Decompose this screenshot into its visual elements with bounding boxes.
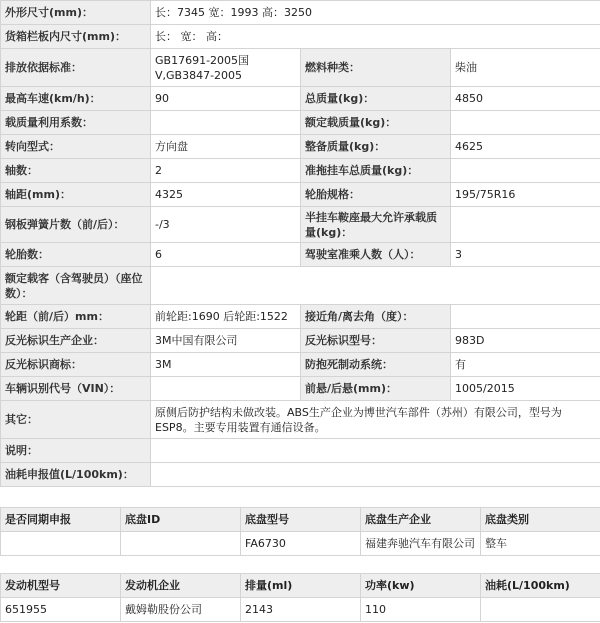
- chassis-table: [0, 507, 600, 556]
- max-speed-label: 最高车速(km/h)：: [1, 87, 151, 111]
- row-steering: [1, 135, 600, 159]
- other-label: 其它：: [1, 401, 151, 439]
- note-label: 说明：: [1, 439, 151, 463]
- rated-passengers-value: [151, 267, 600, 305]
- emission-value: GB17691-2005国Ⅴ,GB3847-2005: [151, 49, 301, 87]
- reflector-maker-value: 3M中国有限公司: [151, 329, 301, 353]
- reflector-brand-value: 3M: [151, 353, 301, 377]
- cargo-size-label: 货箱栏板内尺寸(mm)：: [1, 25, 151, 49]
- row-outer-size: [1, 1, 600, 25]
- steering-value: 方向盘: [151, 135, 301, 159]
- total-mass-value: 4850: [451, 87, 600, 111]
- chassis-cell: 整车: [481, 532, 600, 556]
- reflector-model-label: 反光标识型号：: [301, 329, 451, 353]
- engine-cell: 戴姆勒股份公司: [121, 598, 241, 622]
- cab-seats-label: 驾驶室准乘人数（人）：: [301, 243, 451, 267]
- outer-size-value: 长：7345 宽：1993 高：3250: [151, 1, 600, 25]
- approach-angle-label: 接近角/离去角（度）：: [301, 305, 451, 329]
- rated-load-label: 额定载质量(kg)：: [301, 111, 451, 135]
- overhang-value: 1005/2015: [451, 377, 600, 401]
- rated-passengers-label: 额定载客（含驾驶员）（座位数）：: [1, 267, 151, 305]
- semi-trailer-value: [451, 207, 600, 243]
- rated-load-value: [451, 111, 600, 135]
- fuel-consumption-label: 油耗申报值(L/100km)：: [1, 463, 151, 487]
- engine-header-cell: 油耗(L/100km): [481, 574, 600, 598]
- row-axles: [1, 159, 600, 183]
- row-reflector-brand: [1, 353, 600, 377]
- engine-header-cell: 发动机型号: [1, 574, 121, 598]
- row-tire-count: [1, 243, 600, 267]
- reflector-maker-label: 反光标识生产企业：: [1, 329, 151, 353]
- chassis-header-cell: 底盘类别: [481, 508, 600, 532]
- fuel-consumption-value: [151, 463, 600, 487]
- load-coef-label: 载质量利用系数：: [1, 111, 151, 135]
- engine-cell: 651955: [1, 598, 121, 622]
- chassis-cell: 福建奔驰汽车有限公司: [361, 532, 481, 556]
- chassis-header-cell: 底盘生产企业: [361, 508, 481, 532]
- spring-label: 钢板弹簧片数（前/后）：: [1, 207, 151, 243]
- total-mass-label: 总质量(kg)：: [301, 87, 451, 111]
- row-vin: [1, 377, 600, 401]
- axles-label: 轴数：: [1, 159, 151, 183]
- engine-header-row: [1, 574, 600, 598]
- row-wheelbase: [1, 183, 600, 207]
- row-rated-passengers: [1, 267, 600, 305]
- cab-seats-value: 3: [451, 243, 600, 267]
- vin-label: 车辆识别代号（VIN）：: [1, 377, 151, 401]
- spring-value: -/3: [151, 207, 301, 243]
- tire-count-value: 6: [151, 243, 301, 267]
- engine-header-cell: 排量(ml): [241, 574, 361, 598]
- row-fuel-consumption: [1, 463, 600, 487]
- curb-mass-value: 4625: [451, 135, 600, 159]
- row-track: [1, 305, 600, 329]
- approach-angle-value: [451, 305, 600, 329]
- abs-label: 防抱死制动系统：: [301, 353, 451, 377]
- engine-header-cell: 发动机企业: [121, 574, 241, 598]
- track-value: 前轮距:1690 后轮距:1522: [151, 305, 301, 329]
- chassis-header-cell: 底盘ID: [121, 508, 241, 532]
- load-coef-value: [151, 111, 301, 135]
- row-other: [1, 401, 600, 439]
- chassis-header-row: [1, 508, 600, 532]
- semi-trailer-label: 半挂车鞍座最大允许承载质量(kg)：: [301, 207, 451, 243]
- fuel-value: 柴油: [451, 49, 600, 87]
- chassis-header-cell: 是否同期申报: [1, 508, 121, 532]
- trailer-mass-label: 准拖挂车总质量(kg)：: [301, 159, 451, 183]
- cargo-size-value: 长： 宽： 高：: [151, 25, 600, 49]
- tire-spec-value: 195/75R16: [451, 183, 600, 207]
- note-value: [151, 439, 600, 463]
- engine-cell: [481, 598, 600, 622]
- overhang-label: 前悬/后悬(mm)：: [301, 377, 451, 401]
- engine-cell: 2143: [241, 598, 361, 622]
- engine-data-row: [1, 598, 600, 622]
- outer-size-label: 外形尺寸(mm)：: [1, 1, 151, 25]
- engine-header-cell: 功率(kw): [361, 574, 481, 598]
- chassis-cell: [1, 532, 121, 556]
- wheelbase-label: 轴距(mm)：: [1, 183, 151, 207]
- other-value: 原侧后防护结构未做改装。ABS生产企业为博世汽车部件（苏州）有限公司，型号为ESP8。主要专用装置有通信设备。: [151, 401, 600, 439]
- wheelbase-value: 4325: [151, 183, 301, 207]
- row-spring: [1, 207, 600, 243]
- engine-table: [0, 573, 600, 622]
- fuel-label: 燃料种类：: [301, 49, 451, 87]
- chassis-cell: [121, 532, 241, 556]
- abs-value: 有: [451, 353, 600, 377]
- chassis-cell: FA6730: [241, 532, 361, 556]
- row-max-speed: [1, 87, 600, 111]
- vin-value: [151, 377, 301, 401]
- row-reflector-maker: [1, 329, 600, 353]
- row-note: [1, 439, 600, 463]
- trailer-mass-value: [451, 159, 600, 183]
- reflector-model-value: 983D: [451, 329, 600, 353]
- reflector-brand-label: 反光标识商标：: [1, 353, 151, 377]
- row-cargo-size: [1, 25, 600, 49]
- chassis-data-row: [1, 532, 600, 556]
- tire-count-label: 轮胎数：: [1, 243, 151, 267]
- track-label: 轮距（前/后）mm：: [1, 305, 151, 329]
- row-load-coef: [1, 111, 600, 135]
- chassis-header-cell: 底盘型号: [241, 508, 361, 532]
- steering-label: 转向型式：: [1, 135, 151, 159]
- tire-spec-label: 轮胎规格：: [301, 183, 451, 207]
- engine-cell: 110: [361, 598, 481, 622]
- row-emission: [1, 49, 600, 87]
- curb-mass-label: 整备质量(kg)：: [301, 135, 451, 159]
- max-speed-value: 90: [151, 87, 301, 111]
- emission-label: 排放依据标准：: [1, 49, 151, 87]
- axles-value: 2: [151, 159, 301, 183]
